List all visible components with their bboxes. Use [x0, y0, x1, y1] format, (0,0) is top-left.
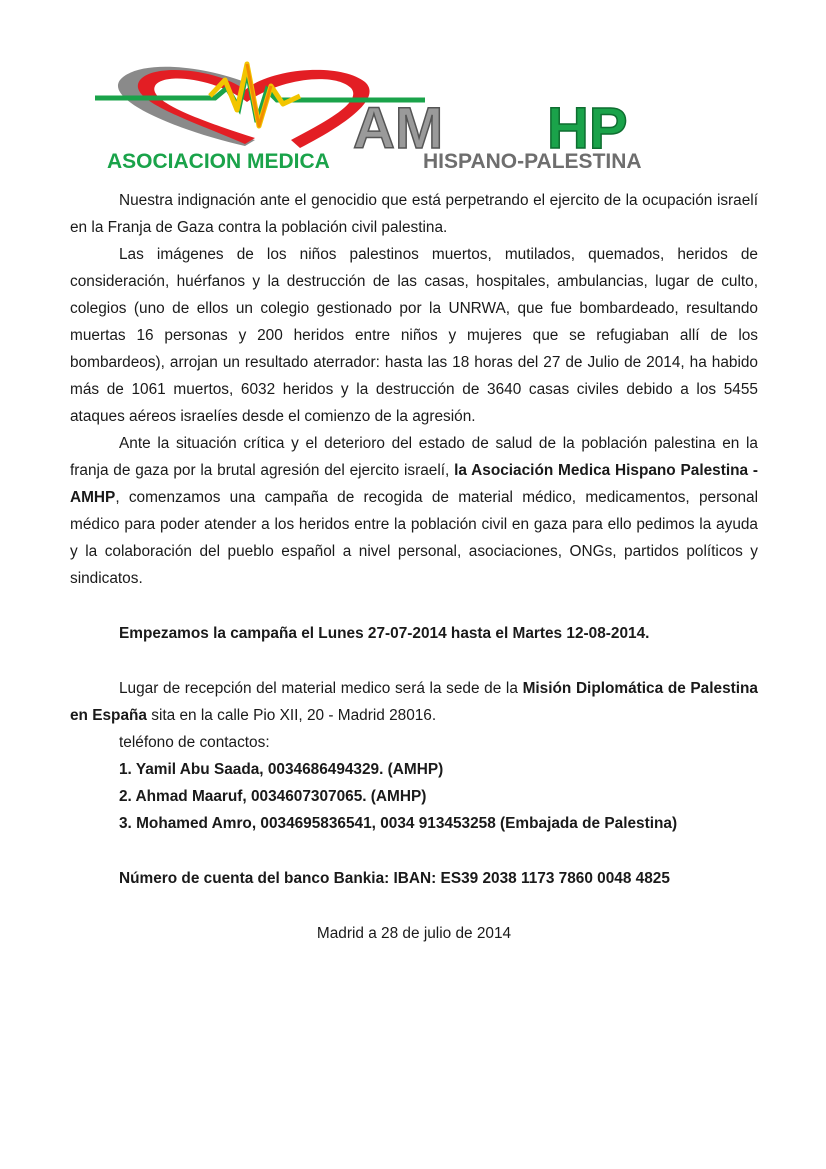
- contact-item: [70, 783, 758, 810]
- contact-item: [70, 810, 758, 837]
- campaign-dates: [70, 620, 758, 647]
- p3-association-name: la Asociación Medica Hispano Palestina - AMHP: [70, 462, 758, 506]
- contact-1: 1. Yamil Abu Saada, 0034686494329. (AMHP): [119, 761, 444, 778]
- contacts-label: teléfono de contactos:: [119, 734, 270, 751]
- letter-body: [70, 187, 758, 947]
- contact-2: 2. Ahmad Maaruf, 0034607307065. (AMHP): [119, 788, 427, 805]
- logo-hp-letters: HP: [547, 96, 628, 161]
- paragraph-images: Las imágenes de los niños palestinos muertos, mutilados, quemados, heridos de consideración, huérfanos y la destrucción de las casas, hospitales, ambulancias, lugar de culto, colegios (uno de ellos un colegio gestionado por la UNRWA, que fue bombardeado, resultando muertas 16 personas y 200 heridos entre niños y mujeres que se refugiaban allí de los bombardeos), arrojan un resultado aterrador: hasta las 18 horas del 27 de Julio de 2014, ha habido más de 1061 muertos, 6032 heridos y la destrucción de 3640 casas civiles debido a los 5455 ataques aéreos israelíes desde el comienzo de la agresión.: [70, 246, 758, 425]
- bank-account: [70, 865, 758, 892]
- logo-name-green: ASOCIACION MEDICA: [107, 150, 330, 173]
- paragraph-campaign-intro: [70, 430, 758, 592]
- contact-3: 3. Mohamed Amro, 0034695836541, 0034 913453258 (Embajada de Palestina): [119, 815, 678, 832]
- reception-mission-name: Misión Diplomática de Palestina en España: [70, 680, 758, 724]
- logo-name-gray: HISPANO-PALESTINA: [423, 150, 642, 173]
- p3-text-before: Ante la situación crítica y el deterioro del estado de salud de la población palestina en la franja de gaza por la brutal agresión del ejercito israelí,: [70, 435, 758, 479]
- campaign-dates-text: Empezamos la campaña el Lunes 27-07-2014 hasta el Martes 12-08-2014.: [119, 625, 650, 642]
- heart-ecg-logo-graphic: [95, 60, 735, 175]
- contact-item: [70, 756, 758, 783]
- bank-account-text: Número de cuenta del banco Bankia: IBAN: ES39 2038 1173 7860 0048 4825: [119, 870, 670, 887]
- signature-date: Madrid a 28 de julio de 2014: [316, 925, 512, 942]
- paragraph-reception: [70, 675, 758, 729]
- logo-am-letters: AM: [353, 96, 444, 161]
- p3-text-after: , comenzamos una campaña de recogida de material médico, medicamentos, personal médico para poder atender a los heridos entre la población civil en gaza para ello pedimos la ayuda y la colaboración del pueblo español a nivel personal, asociaciones, ONGs, partidos políticos y sindicatos.: [70, 489, 758, 587]
- amhp-logo: [95, 60, 735, 175]
- reception-text-before: Lugar de recepción del material medico será la sede de la: [119, 680, 523, 697]
- reception-text-after: sita en la calle Pio XII, 20 - Madrid 28016.: [146, 707, 437, 724]
- paragraph-indignation: Nuestra indignación ante el genocidio que está perpetrando el ejercito de la ocupación israelí en la Franja de Gaza contra la población civil palestina.: [70, 192, 758, 236]
